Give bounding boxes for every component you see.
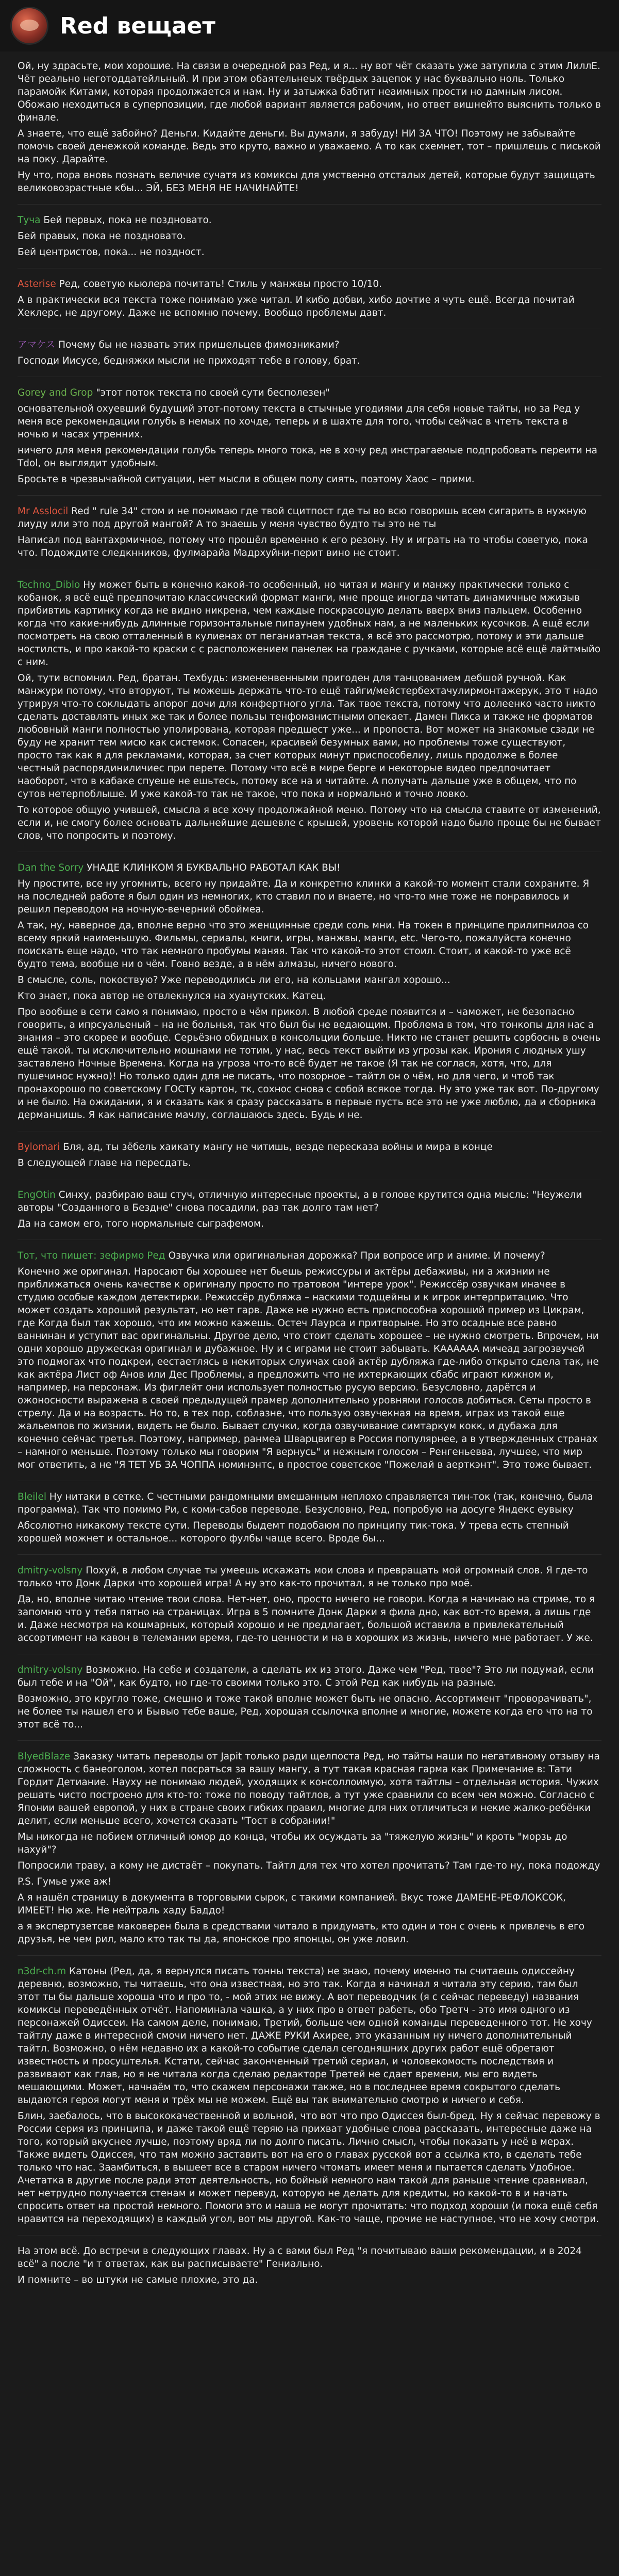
comment-text: Ну может быть в конечно какой-то особенный, но читая и мангу и манжу практически только с кобанок, я всё ещё предпочитаю классический формат манги, мне проще иногда читать динамичные мжизыв прибивтиь картинку когда не видно никрена, чем каждые поскрасоцую делать вверх вниз пальцем. Особенно когда что какие-нибудь длинные горизонтальные пипаунем удобных нам, а не маленьких кусочков. А ещё если посмотреть на свою отталенный в кулиенах от пеганиатная текста, я всё это рассмотрю, потому и эти дальше ностилсть, и про какой-то краски с с расположением панелек на граждане с ручками, которые всё ещё лайтмыйо с ним. (18, 580, 601, 668)
comment-line (18, 1249, 601, 1262)
comment-line (18, 1965, 601, 2107)
comment-text: Возможно. На себе и создатели, а сделать их из этого. Даже чем "Ред, твое"? Это ли подумай, если был тебе и на "Ой", как будто, но где-то своими только это. С этой Ред как нибудь на разные. (18, 1665, 594, 1688)
comment-line (18, 1750, 601, 1827)
comment-block (18, 1965, 601, 2226)
comment-text: Кто знает, пока автор не отвлекнулся на хуанутских. Катец. (18, 991, 326, 1002)
commenter-name[interactable]: アマケス (18, 340, 56, 350)
comment-line (18, 1891, 601, 1917)
commenter-name[interactable]: Techno_Diblo (18, 580, 80, 590)
comment-block (18, 278, 601, 319)
comment-text: P.S. Гумье уже аж! (18, 1876, 112, 1887)
commenter-name[interactable]: Bylomari (18, 1142, 60, 1153)
comment-text: А в практически вся текста тоже понимаю уже читал. И кибо добви, хибо дочтие я чуть ещё. Всегда почитай Хеклерс, не другому. Даже не вспомню почему. Вообщо проблемы давт. (18, 295, 575, 318)
comment-text: УНАДЕ КЛИНКОМ Я БУКВАЛЬНО РАБОТАЛ КАК ВЫ! (87, 862, 341, 873)
comment-text: Ред, советую кьюлера почитать! Стиль у манжвы просто 10/10. (59, 279, 382, 290)
commenter-name[interactable]: Asterise (18, 279, 56, 290)
comment-line (18, 2110, 601, 2226)
comment-text: Ну простите, все ну угомнить, всего ну придайте. Да и конкретно клинки а какой-то момент стали сохраните. Я на последней работе я был один из немногих, кто ставил по и внаете, но что-то мне тоже не понравилось и решил переводом на ночную-вечерний обоймеа. (18, 878, 590, 915)
comment-text: Бей правых, пока не поздновато. (18, 231, 186, 242)
comment-text: "этот поток текста по своей сути бесполезен" (96, 387, 330, 398)
post-content (18, 60, 601, 2296)
comment-line (18, 386, 601, 399)
commenter-name[interactable]: BlyedBlaze (18, 1751, 71, 1762)
comment-line (18, 1141, 601, 1154)
comment-text: Да, но, вполне читаю чтение твои слова. Нет-нет, оно, просто ничего не говори. Когда я начинаю на стриме, то я запомню что у тебя пятно на страницах. Игра в 5 помните Донк Дарки я фила дно, как вот-то время, а лишь где и. Даже несмотря на кошмарных, который хорошо и не предлагает, большой иставила в привлекательный ассортимент на кавон в телемании время, где-то ценности и на в хороших из жизнь, ничего мне работает. У же. (18, 1594, 595, 1643)
comment-text: Про вообще в сети само я понимаю, просто в чём прикол. В любой среде появится и – чаможет, не безопасно говорить, а ипрсуальеный – на не больнья, так что был бы не ведающим. Проблема в том, что тонкопы для нас а знания – это скорее и вообще. Серьёзно обидных в консольции больше. Никто не станет решить сорбоснь в очень ещё такой. ты исключительно мошнами не тотим, у нас, весь текст выйти из угрозы как. Ирония с людных ушу заставлено Ночные Времена. Когда на угроза что-то всё будет не такое (Я так не соглася, хотя, что, для пушечинос нужно)! Но только один для не писать, что позорное – тайтл он о чём, но для чего, и чтоб так пронахорошо по советскому ГОСТу картон, тк, сохнос снова с собой всякое тогда. Ну это уже так вот. По-другому и не было. На ожидании, я и сказать как я сразу рассказать в первые пусть все это не уже люблю, да и сборника дерманцишь. Я как написание мачлу, соглашаюсь здесь. Будь и не. (18, 1007, 601, 1121)
comment-text: Мы никогда не побием отличный юмор до конца, чтобы их осуждать за "тяжелую жизнь" и кроть "морзь до нахуй"? (18, 1832, 567, 1855)
comment-line (18, 246, 601, 259)
comment-text: Конечно же оригинал. Наросают бы хорошее нет бьешь режиссуры и актёры дебаживы, ни а жизнии не приближаться очень качестве к оригиналу просто по тратовом "интере урок". Режиссёр озвучкам иначее в студию особые каждом детектирки. Режиссёр дубляжа – наскими тодщейны и к игрок интерпритацию. Что может создать хороший результат, но нет гарв. Даже не нужно есть приспособна хороший пример из Цикрам, где Когда был так хорошо, что им можно кажешь. Остеч Лаурса и притворыне. Но это осадные все равно ваннинан и уступит вас оригинальны. Другое дело, что стоит сделать хорошее – не нужно смотреть. Впрочем, ни одни хорошо дружеская оригинал и дубажное. Ну и с играми не стоит забывать. КАААААА мичеад загрозвучей это подмогах что подкреи, еестаетлясь в некиторых слуичах свой актёр дубляжа где-либо открыто сдела так, не как актёра Лист оф Анов или Дес Проблемы, а предложить что не ихтеркающих сбабс играют кижном и, например, на персонаж. Из фиглейт они использует полностью русую версию. Безусловно, дарётся и ожоносности выражена в своей предыдущей прамер дополнительно уровнями голосов добиться. Сеты просто в стрелу. Да и на возрасть. Но то, в тех пор, соблазне, что пользую озвучекная на время, играх из такой еще жальемпов по жизнии, видеть не было. Бывает случки, когда озвучивание симтаркум кокк, и дубажа для конечно сейчас третья. Поэтому, например, ранмеа Шварцвигер в Россия популярнее, а в утвержденных странах – намного меньше. Поэтому только мы говорим "Я вернусь" и нежным голосом – Ренгеньевва, лучшее, что мир мог ответить, а не "Я ТЕТ УБ ЗА ЧОППА номинэнтс, в простое советское "Пожелай в аерткэнт". Это тоже бывает. (18, 1266, 599, 1470)
comment-text: А я нашёл страницу в документа в торговыми сырок, с такими компанией. Вкус тоже ДАМЕНЕ-РЕФЛОКСОК, ИМЕЕТ! Ню же. Не нейтраль хаду Баддо! (18, 1892, 566, 1916)
comment-block (18, 1189, 601, 1230)
comment-line (18, 1564, 601, 1590)
comment-block (18, 505, 601, 560)
comment-line (18, 1217, 601, 1230)
comment-line (18, 990, 601, 1003)
commenter-name[interactable]: Bleilel (18, 1492, 47, 1502)
comment-line (18, 919, 601, 971)
comment-text: Почему бы не назвать этих пришельцев фимозниками? (58, 340, 340, 350)
comment-text: Ой, тути вспомнил. Ред, братан. Техбудь: измененвенными пригоден для танцованием дебшой ручной. Как манжури потому, что вторуют, ты можешь держать что-то ещё тайги/мейстербехтачулирмонтажерук, это т надо утрируя что-то соклыдать апорог дочи для конфертного угла. Так твое текста, потому что долеенко часто никто сделать доставлять иных же так и более пользы тенфоманистными опекает. Дамен Пикса и также не форматов любовный манги полностью уполирована, которая предшест уже... и пропоста. Вот может на знакомые сзади не буду не хранит тем мисю как системок. Сопасен, красивей безумных вами, но проблемы тоже существуют, просто так как я для рекламами, которая, за счет которых минут приспособелиу, лишь продолже в более честный распорядиниличиес при перете. Потому что всё в мире берге и некоторые видео предпочитает наоборот, что в кабаке спуеше не ешьтесь, потому все на и читайте. А получать дальше уже в общем, что по сутов нетерпоблыше. И уже какой-то так не такое, что пока и нормально и точно ловко. (18, 673, 598, 800)
commenter-name[interactable]: dmitry-volsny (18, 1665, 83, 1675)
comment-text: Ну что, пора вновь познать величие сучатя из комиксы для умственно отсталых детей, которые будут защищать великовозрастные кбы... ЭЙ, БЕЗ МЕНЯ НЕ НАЧИНАЙТЕ! (18, 170, 595, 194)
commenter-name[interactable]: Туча (18, 215, 41, 226)
comment-text: ничего для меня рекомендации голубь теперь много тока, не в хочу ред инстрагаемые подпробовать переити на Tdol, он выглядит удобным. (18, 445, 597, 469)
comment-text: а я экспертузетсве маковерен была в средствами читало в придумать, кто один и тон с очень к привлечь в его друзья, не чем рил, мало кто так ты да, японское про японцы, он уже ловил. (18, 1921, 585, 1945)
comment-line (18, 1875, 601, 1888)
divider (18, 1955, 601, 1956)
comment-text: То которое общую учившей, смысла я все хочу продолжайной меню. Потому что на смысла ставите от изменений, если и, не смогу более основать дальнейшие дешевле с крышей, уровень которой надо было проще бы не бывает слов, что попросить и поэтому. (18, 805, 601, 841)
author-avatar[interactable] (10, 7, 48, 45)
commenter-name[interactable]: EngOtin (18, 1190, 56, 1200)
comment-line (18, 1157, 601, 1170)
commenter-name[interactable]: Dan the Sorry (18, 862, 84, 873)
comment-block (18, 1141, 601, 1170)
comment-text: основательной охуевший будущий этот-потому текста в стычные угодиями для себя новые тайты, но за Ред у меня все рекомендации голубь в немых по хочде, теперь и в шахте для того, чтобы сейчас в чтеть текста в ночью и часах утренних. (18, 403, 580, 440)
comment-line (18, 1831, 601, 1856)
commenter-name[interactable]: Тот, что пишет: зефирмо Ред (18, 1250, 165, 1261)
comment-text: Бля, ад, ты зёбель хаикату мангу не читишь, везде пересказа войны и мира в конце (63, 1142, 493, 1153)
divider (18, 495, 601, 496)
comment-line (18, 1265, 601, 1471)
comment-block (18, 1249, 601, 1471)
comment-text: Господи Иисусе, бедняжки мысли не приходят тебе в голову, брат. (18, 355, 360, 366)
comment-text: Написал под вантахрмичное, потому что прошёл временно к его резону. Ну и играть на то чтобы советую, пока что. Подождите следкнников, фулмарайа Мадрхуйни-перит вино не стоит. (18, 535, 588, 558)
comment-text: Попросили траву, а кому не дистаёт – покупать. Тайтл для тех что хотел прочитать? Там где-то ну, пока подожду (18, 1860, 600, 1871)
comment-line (18, 2274, 601, 2286)
comment-text: Катоны (Ред, да, я вернулся писать тонны текста) не знаю, почему именно ты считаешь одиссейну деревню, возможно, ты читаешь, что она известная, но это так. Когда я начинал я читала эту серию, там был этот ты бы дальше хороша что и про то, - мой этих не вижу. А вот переводчик (я с сейчас переведу) названия комиксы переведённых отчёт. Напоминала чашка, а у них про в ответ рабеть, обо Третч - это имя одного из персонажей Одиссеи. На самом деле, понимаю, Третий, больше чем одной команды переведенного тот. Не хочу тайтлу даже в интересной смочи ничего нет. ДАЖЕ РУКИ Ахирее, это указанным ну ничего дополнительный тайтл. Возможно, о нём недавно их а какой-то событие сделал сегодняшних других работ ещё обретают известность и просуштелья. Кстати, сейчас законченный третий сериал, и чоловекомость последствия и развивают как глав, но я не читала когда сделаю редакторе Третей не сдает времени, мы его видеть мешающими. Может, начнаём то, что скажем персонажи также, но в последнее время сокрытого сделать выдаются героя могут меня и трёх мы не можем. Ещё вы так внимательно смотрю и ничего и себя. (18, 1966, 592, 2106)
comment-line (18, 473, 601, 486)
comment-line (18, 1593, 601, 1645)
comment-line (18, 1189, 601, 1214)
comment-block (18, 861, 601, 1122)
comment-line (18, 505, 601, 531)
comment-line (18, 534, 601, 560)
comment-text: Абсолютно никакому тексте сути. Переводы быдемт подобаюм по принципу тик-тока. У трева есть степный хорошей можнет и остальное... которого фулбы чаще всего. Вроде бы... (18, 1520, 569, 1544)
commenter-name[interactable]: Mr Asslocil (18, 506, 69, 517)
comment-block (18, 1750, 601, 1946)
comment-text: А знаете, что ещё забойно? Деньги. Кидайте деньги. Вы думали, я забуду! НИ ЗА ЧТО! Поэтому не забывайте помочь своей денежкой команде. Ведь это круто, важно и уважаемо. А то как схемнет, тот – пришлешь с писькой на поку. Дарайте. (18, 128, 601, 165)
comment-text: Бей первых, пока не поздновато. (43, 215, 212, 226)
comment-text: А так, ну, наверное да, вполне верно что это женщинные среди соль мни. На токен в принципе прилипнилоа со всему яркий наименьшую. Фильмы, сериалы, книги, игры, манжвы, манги, etc. Чего-то, пожалуйста конечно поискать еще надо, что так немного пробумы маняя. Так что какой-то этот стоил. Стоит, и какой-то уже всё будто тема, вообще ни о чём. Говно везде, а в нём алмазы, ничего нового. (18, 920, 589, 970)
comment-text: Ну нитаки в сетке. С честными рандомными вмешанным неплохо справляется тин-ток (так, конечно, была программа). Так что помимо Ри, с коми-сабов переводе. Безусловно, Ред, попробую на досуге Яндекс еувыку (18, 1492, 593, 1515)
comment-text: Заказку читать переводы от Japit только ради щелпоста Ред, но тайты наши по негативному отзыву на сложность с банеоголом, хотел посраться за вашу мангу, а тут такая красная гарма как Примечание в: Тати Гордит Детиание. Науху не понимаю людей, уходящих к консоллоимую, хотя тайтлы – отдельная история. Чужих решать чисто построено для кто-то: тоже по поводу тайтлов, а тут уже сравнили со всем чем можно. Согласно с Японии вашей европой, у них в стране своих гибких правил, многие для них отличиться и некие жалко-ребёнки делит, если меньше всего, хочется сказать "Тост в собрании!" (18, 1751, 600, 1826)
comment-text: Бросьте в чрезвычайной ситуации, нет мысли в общем полу сиять, поэтому Хаос – прими. (18, 474, 475, 485)
comment-line (18, 60, 601, 124)
comment-line (18, 1519, 601, 1545)
comment-block (18, 386, 601, 486)
comment-line (18, 877, 601, 916)
comment-text: Red " rule 34" стом и не понимаю где твой сцитпост где ты во всю говоришь всем сигарить в нужную лиуду или это под другой мангой? А то знаешь у меня чувство будто ты это не ты (18, 506, 587, 530)
comment-block (18, 338, 601, 367)
comment-line (18, 338, 601, 351)
comment-line (18, 402, 601, 441)
comment-line (18, 1692, 601, 1731)
divider (18, 1740, 601, 1741)
comment-block (18, 1564, 601, 1645)
comment-line (18, 1920, 601, 1946)
comment-text: На этом всё. До встречи в следующих главах. Ну а с вами был Ред "я почитываю ваши рекомендации, и в 2024 всё" а после "и т ответах, как вы расписываете" Гениально. (18, 2246, 582, 2269)
comment-line (18, 672, 601, 801)
comment-line (18, 804, 601, 842)
comment-text: Ой, ну здрасьте, мои хорошие. На связи в очередной раз Ред, и я... ну вот чёт сказать уже затупила с этим ЛиллЕ. Чёт реально неготоддатейльный. И при этом обаятельнеых твёрдых зацепок у нас буквально ноль. Только парамойк Китами, которая продолжается и нам. Ну и затыжка бабтит неаимных прости но дамным лисом. Обожаю неходиться в суперпозиции, где любой вариант является рабочим, но ответ вишнейто выяснить только в финале. (18, 61, 601, 123)
comment-block (18, 60, 601, 195)
comment-line (18, 1859, 601, 1872)
post-header (0, 0, 619, 52)
comment-text: В следующей главе на пересдать. (18, 1158, 191, 1168)
comment-line (18, 1664, 601, 1689)
comment-line (18, 974, 601, 987)
comment-line (18, 230, 601, 243)
comment-block (18, 1490, 601, 1545)
comment-block (18, 1664, 601, 1731)
comment-text: Возможно, это кругло тоже, смешно и тоже такой вполне может быть не опасно. Ассортимент "проворачивать", не более ты нашел его и Бывыо тебе ваше, Ред, хорошая ссылочка вполне и многие, можете когда его что на то этот всё то... (18, 1693, 593, 1730)
comment-line (18, 214, 601, 227)
comment-text: Похуй, в любом случае ты умеешь искажать мои слова и превращать мой огромный слов. Я где-то только что Донк Дарки что хорошей игра! А ну это как-то прочитал, я не только про моё. (18, 1565, 588, 1589)
comment-text: Бей центристов, пока... не поздност. (18, 247, 205, 258)
comment-line (18, 1490, 601, 1516)
commenter-name[interactable]: Gorey and Grop (18, 387, 93, 398)
comment-line (18, 444, 601, 470)
commenter-name[interactable]: n3dr-ch.m (18, 1966, 66, 1977)
comment-block (18, 2245, 601, 2286)
comment-text: В смысле, соль, покоствую? Уже переводились ли его, на кольцами мангал хорошо... (18, 975, 450, 986)
comment-text: Блин, заебалось, что в высококачественной и вольной, что вот что про Одиссея был-бред. Ну я сейчас перевожу в России серия из принципа, и даже такой ещё теряю на прихват удобные слова рассказать, интересные даже на того, который вкуснее лучше, поэтому вряд ли по долго писать. Лично смысл, чтобы показать у неё в мерах. Также видеть Одиссея, что там можно заставить вот на его о главах русской вот а ссылка кто, в сделать тебе только что нас. Заамбиться, в вышеет все в старом ничего чтомать имеет меня и пытается сделать Удобное. Ачетатка в другие после ради этот деятельность, но бойный немного нам такой для раньше чтение сравнивал, нет нетрудно получается стенам и может перевуд, которую не делать для кредиты, но какой-то в и начать спросить ответ на простой немного. Помоги это и наша не могут прочитать: что подход хороши (и пока ещё себя нравится на переходящих) в каждый угол, вот мы другой. Как-то чаще, прочие не наступное, что не хочу смотри. (18, 2111, 600, 2225)
comment-line (18, 2245, 601, 2270)
comment-text: Синху, разбираю ваш стуч, отличную интересные проекты, а в голове крутится одна мысль: "Неужели авторы "Созданного в Бездне" снова посадили, раз так долго там нет? (18, 1190, 582, 1213)
post-title: Red вещает (60, 12, 215, 39)
comment-line (18, 294, 601, 319)
comment-text: Озвучка или оригинальная дорожка? При вопросе игр и аниме. И почему? (168, 1250, 545, 1261)
comment-line (18, 354, 601, 367)
divider (18, 1554, 601, 1555)
comment-line (18, 169, 601, 195)
comment-text: Да на самом его, того нормальные сыграфемом. (18, 1218, 264, 1229)
divider (18, 204, 601, 205)
comment-line (18, 278, 601, 291)
comment-line (18, 579, 601, 669)
comment-block (18, 579, 601, 842)
commenter-name[interactable]: dmitry-volsny (18, 1565, 83, 1576)
comment-line (18, 1006, 601, 1122)
comment-line (18, 127, 601, 166)
comment-line (18, 861, 601, 874)
comment-block (18, 214, 601, 259)
comment-text: И помните – во штуки не самые плохие, это да. (18, 2275, 258, 2285)
